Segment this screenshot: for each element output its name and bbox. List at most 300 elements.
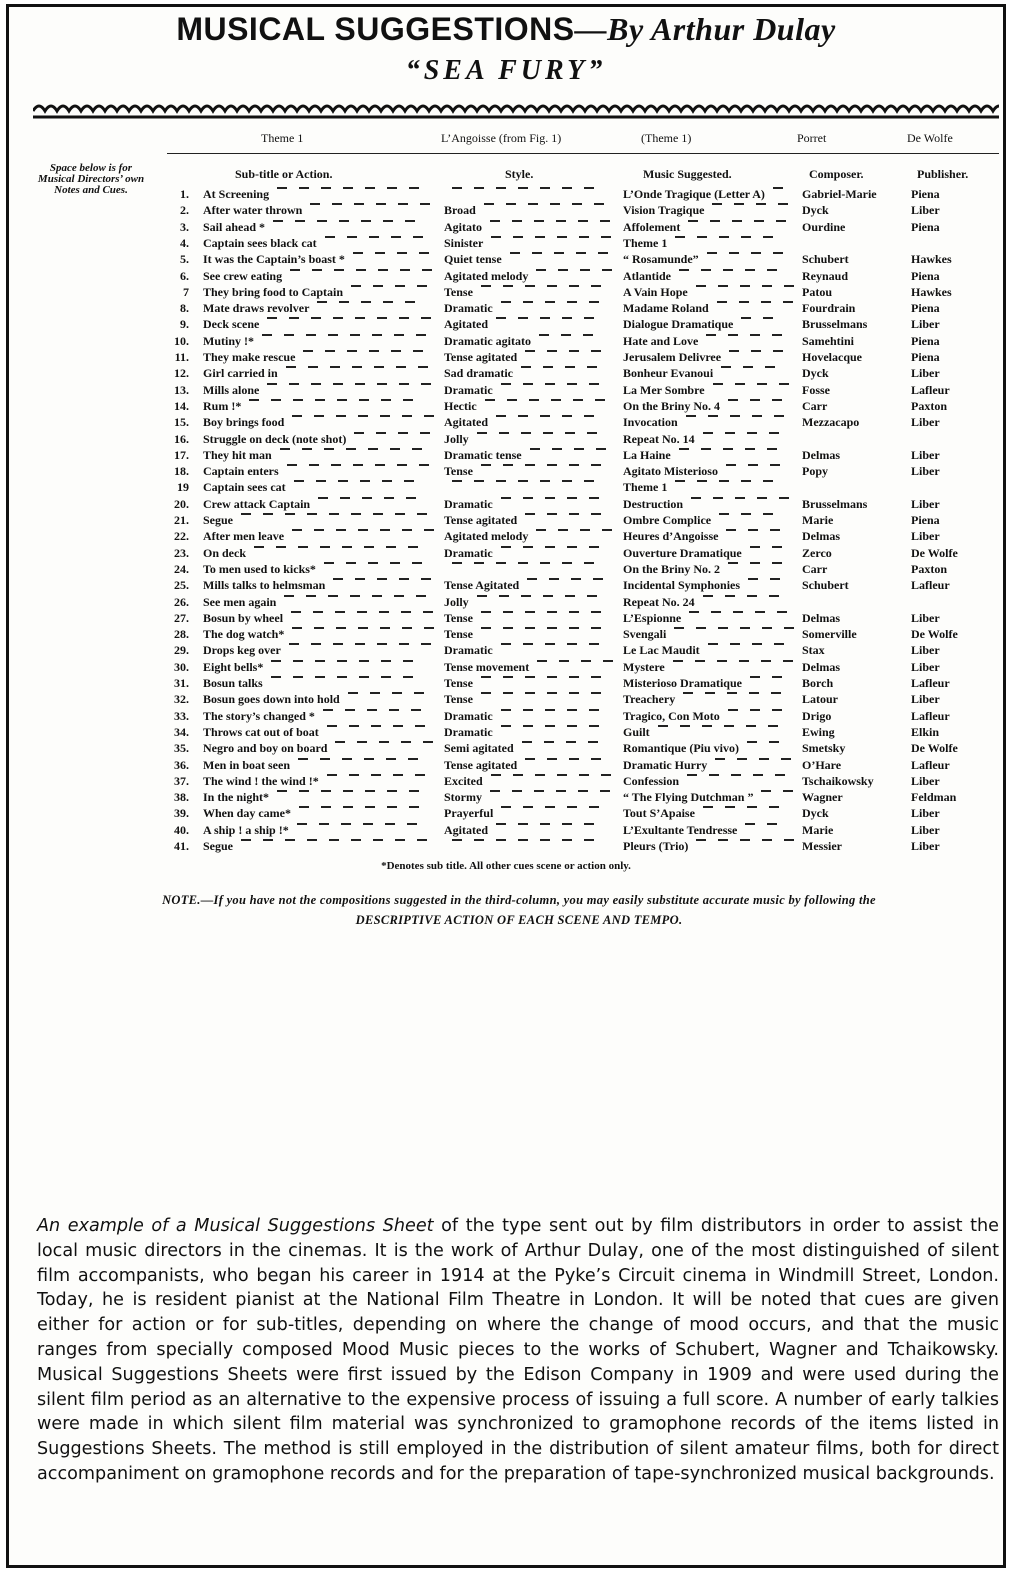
leader-dash [397,252,407,254]
table-row [9,383,1003,399]
cue-music: Destruction [623,496,683,511]
leader-dash [566,741,576,743]
leader-dash [697,480,707,482]
cue-subtitle: Captain sees cat [203,480,286,495]
table-row [9,660,1003,676]
cue-number: 6. [180,268,189,283]
leader-dash [452,839,462,841]
cue-music: Affolement [623,219,681,234]
leader-dash [418,366,428,368]
leader-dash [379,741,389,743]
cue-style: Stormy [444,790,482,805]
cue-number: 36. [174,757,189,772]
leader-dash [491,236,501,238]
cue-style: Tense agitated [444,757,518,772]
leader-dash [337,660,347,662]
leader-dash [584,839,594,841]
cue-subtitle: Bosun by wheel [203,610,284,625]
leader-dash [393,774,403,776]
cue-publisher: Paxton [911,398,947,413]
leader-dash [536,269,546,271]
leader-dash [679,269,689,271]
leader-dash [773,350,783,352]
table-row [9,497,1003,513]
leader-dash [292,415,302,417]
cue-subtitle: Struggle on deck (note shot) [203,431,347,446]
leader-dash [496,823,506,825]
leader-dash [732,220,742,222]
leader-dash [271,660,281,662]
cue-number: 39. [174,806,189,821]
leader-dash [569,513,579,515]
cue-style: Tense [444,627,473,642]
leader-dash [759,758,769,760]
leader-dash [518,187,528,189]
leader-dash [739,301,749,303]
leader-dash [565,595,575,597]
cue-music: Heures d’Angoisse [623,529,719,544]
leader-dash [769,741,779,743]
cue-style: Tense [444,676,473,690]
leader-dash [249,399,259,401]
leader-dash [323,709,333,711]
leader-dash [525,464,535,466]
cue-style: Prayerful [444,806,494,821]
leader-dash [423,741,433,743]
cue-subtitle: Captain sees black cat [203,235,317,250]
cue-music: Ombre Complice [623,513,712,527]
cue-publisher: Liber [911,659,940,674]
cue-composer: Marie [802,513,834,527]
cue-composer: Marie [802,822,834,837]
leader-dash [518,415,528,417]
leader-dash [562,480,572,482]
leader-dash [481,627,491,629]
leader-dash [740,627,750,629]
leader-dash [675,236,685,238]
table-row [9,676,1003,692]
cue-music: Madame Roland [623,301,709,316]
leader-dash [313,611,323,613]
leader-dash [354,203,364,205]
cue-publisher: Elkin [911,724,940,739]
leader-dash [600,220,610,222]
leader-dash [262,334,272,336]
header-subtitle: Sub-title or Action. [235,167,333,181]
leader-dash [501,806,511,808]
leader-dash [358,627,368,629]
cue-number: 8. [180,301,189,316]
film-title: “SEA FURY” [405,55,607,86]
leader-dash [501,497,511,499]
leader-dash [589,383,599,385]
leader-dash [518,562,528,564]
leader-dash [393,725,403,727]
leader-dash [496,839,506,841]
leader-dash [499,595,509,597]
leader-dash [408,546,418,548]
cue-style: Agitated melody [444,529,529,544]
leader-dash [333,383,343,385]
leader-dash [749,692,759,694]
cue-subtitle: Throws cat out of boat [203,724,319,739]
theme-line [9,131,1003,147]
leader-dash [584,823,594,825]
leader-dash [349,725,359,727]
table-row [9,595,1003,611]
cue-publisher: Paxton [911,561,947,576]
leader-dash [581,660,591,662]
leader-dash [591,285,601,287]
leader-dash [330,366,340,368]
leader-dash [325,350,335,352]
cue-publisher: Liber [911,610,940,625]
cue-style: Hectic [444,398,477,413]
leader-dash [741,236,751,238]
leader-dash [392,692,402,694]
cue-subtitle: After water thrown [203,203,303,218]
cue-composer: Samehtini [802,333,855,348]
leader-dash [589,709,599,711]
leader-dash [385,823,395,825]
cue-style: Tense [444,464,473,479]
leader-dash [365,187,375,189]
leader-dash [562,562,572,564]
leader-dash [383,220,393,222]
leader-dash [781,758,791,760]
leader-dash [481,464,491,466]
leader-dash [481,692,491,694]
leader-dash [343,187,353,189]
leader-dash [567,806,577,808]
leader-dash [298,546,308,548]
cue-number: 30. [174,659,189,674]
header-music: Music Suggested. [643,167,732,181]
leader-dash [311,643,321,645]
leader-dash [547,758,557,760]
leader-dash [569,627,579,629]
leader-dash [748,578,758,580]
cue-subtitle: The story’s changed * [203,708,315,723]
cue-composer: Ourdine [802,219,846,234]
leader-dash [589,301,599,303]
leader-dash [525,676,535,678]
leader-dash [409,790,419,792]
leader-dash [409,187,419,189]
leader-dash [286,366,296,368]
leader-dash [407,823,417,825]
leader-dash [715,758,725,760]
table-row [9,220,1003,236]
leader-dash [399,317,409,319]
leader-dash [556,220,566,222]
leader-dash [774,643,784,645]
leader-dash [719,236,729,238]
cue-subtitle: Rum !* [203,398,242,413]
leader-dash [518,839,528,841]
cue-subtitle: A ship ! a ship !* [203,822,289,837]
leader-dash [703,432,713,434]
leader-dash [752,415,762,417]
table-row [9,480,1003,496]
leader-dash [658,725,668,727]
leader-dash [550,203,560,205]
cue-style: Dramatic [444,708,493,723]
leader-dash [382,480,392,482]
cue-subtitle: See crew eating [203,268,283,283]
leader-dash [348,692,358,694]
leader-dash [343,790,353,792]
table-row [9,203,1003,219]
leader-dash [521,432,531,434]
cue-subtitle: Mills alone [203,382,260,397]
cue-number: 22. [174,529,189,544]
cue-composer: Tschaikowsky [802,773,874,788]
leader-dash [386,758,396,760]
cue-number: 41. [174,839,189,853]
leader-dash [776,220,786,222]
leader-dash [503,611,513,613]
cue-music: Tout S’Apaise [623,806,695,821]
leader-dash [754,220,764,222]
cue-composer: Ewing [802,724,835,739]
leader-dash [346,448,356,450]
leader-dash [525,692,535,694]
leader-dash [558,269,568,271]
leader-dash [589,546,599,548]
leader-dash [361,220,371,222]
leader-dash [376,432,386,434]
leader-dash [543,432,553,434]
cue-composer: Mezzacapo [802,415,860,430]
leader-dash [598,252,608,254]
cue-style: Dramatic [444,724,493,739]
leader-dash [402,415,412,417]
cue-style: Broad [444,203,476,218]
table-row [9,823,1003,839]
leader-dash [523,725,533,727]
leader-dash [591,627,601,629]
leader-dash [307,513,317,515]
leader-dash [729,350,739,352]
leader-dash [398,203,408,205]
leader-dash [333,643,343,645]
leader-dash [452,480,462,482]
leader-dash [329,839,339,841]
leader-dash [583,334,593,336]
leader-dash [523,709,533,711]
leader-dash [717,660,727,662]
table-row [9,627,1003,643]
leader-dash [383,301,393,303]
cue-composer: Popy [802,464,829,479]
cue-music: A Vain Hope [623,284,688,299]
leader-dash [337,676,347,678]
leader-dash [315,399,325,401]
leader-dash [540,562,550,564]
leader-dash [368,448,378,450]
leader-dash [324,448,334,450]
cue-publisher: Lafleur [911,708,950,723]
leader-dash [726,464,736,466]
leader-dash [584,480,594,482]
leader-dash [419,464,429,466]
leader-dash [377,317,387,319]
leader-dash [402,529,412,531]
cue-number: 2. [180,203,189,218]
leader-dash [750,676,760,678]
leader-dash [783,790,793,792]
leader-dash [401,741,411,743]
leader-dash [306,595,316,597]
table-row [9,334,1003,350]
leader-dash [381,660,391,662]
cue-music: La Haine [623,447,671,462]
leader-dash [267,383,277,385]
cue-music: Le Lac Maudit [623,643,700,658]
leader-dash [761,660,771,662]
leader-dash [719,480,729,482]
cue-style: Dramatic agitato [444,333,531,348]
leader-dash [347,236,357,238]
leader-dash [417,839,427,841]
cue-subtitle: Negro and boy on board [203,741,328,756]
leader-dash [342,758,352,760]
leader-dash [695,660,705,662]
cue-style: Dramatic [444,643,493,658]
cue-number: 38. [174,790,189,805]
leader-dash [285,839,295,841]
cue-number: 34. [174,724,189,739]
cue-subtitle: See men again [203,594,277,609]
cue-publisher: Liber [911,773,940,788]
cue-style: Tense movement [444,659,530,674]
leader-dash [343,806,353,808]
leader-dash [336,627,346,629]
leader-dash [723,448,733,450]
leader-dash [481,285,491,287]
leader-dash [540,480,550,482]
leader-dash [772,399,782,401]
cue-composer: Delmas [802,610,840,625]
leader-dash [569,758,579,760]
leader-dash [352,366,362,368]
cue-publisher: Piena [911,350,940,364]
leader-dash [403,399,413,401]
leader-dash [309,464,319,466]
leader-dash [356,269,366,271]
leader-dash [762,839,772,841]
leader-dash [755,611,765,613]
leader-dash [501,643,511,645]
leader-dash [696,627,706,629]
leader-dash [380,529,390,531]
leader-dash [741,317,751,319]
leader-dash [290,269,300,271]
leader-dash [545,725,555,727]
leader-dash [292,529,302,531]
cue-composer: Dyck [802,806,829,821]
leader-dash [532,252,542,254]
leader-dash [321,806,331,808]
leader-dash [397,464,407,466]
leader-dash [311,383,321,385]
leader-dash [416,595,426,597]
leader-dash [717,301,727,303]
leader-dash [569,464,579,466]
leader-dash [773,187,783,189]
leader-dash [398,432,408,434]
leader-dash [411,709,421,711]
leader-dash [683,692,693,694]
leader-dash [357,611,367,613]
cue-number: 1. [180,187,189,201]
leader-dash [474,187,484,189]
cue-publisher: Liber [911,643,940,658]
leader-dash [395,839,405,841]
leader-dash [387,806,397,808]
cue-composer: O’Hare [802,757,842,772]
leader-dash [739,660,749,662]
leader-dash [706,334,716,336]
header-publisher: Publisher. [917,167,969,181]
cue-composer: Brusselmans [802,496,868,511]
leader-dash [543,595,553,597]
leader-dash [709,774,719,776]
leader-dash [778,203,788,205]
leader-dash [481,611,491,613]
cue-music: Dialogue Dramatique [623,317,734,332]
leader-dash [719,513,729,515]
leader-dash [421,383,431,385]
table-row [9,432,1003,448]
leader-dash [769,432,779,434]
cue-subtitle: Men in boat seen [203,757,290,772]
leader-dash [371,725,381,727]
leader-dash [593,578,603,580]
leader-dash [545,383,555,385]
cue-publisher: Hawkes [911,284,952,299]
leader-dash [557,236,567,238]
cue-subtitle: At Screening [203,187,270,201]
cue-music: Tragico, Con Moto [623,708,720,723]
leader-dash [355,643,365,645]
cue-music: Vision Tragique [623,203,705,218]
leader-dash [320,546,330,548]
cue-music: L’Espionne [623,610,682,625]
leader-dash [415,774,425,776]
table-row [9,611,1003,627]
leader-dash [603,660,613,662]
leader-dash [549,578,559,580]
leader-dash [474,480,484,482]
leader-dash [387,790,397,792]
leader-dash [404,480,414,482]
leader-dash [420,203,430,205]
leader-dash [292,627,302,629]
cue-composer: Carr [802,398,828,413]
leader-dash [327,725,337,727]
leader-dash [412,448,422,450]
leader-dash [552,448,562,450]
cue-subtitle: Segue [203,513,233,527]
leader-dash [711,611,721,613]
theme-label: Theme 1 [261,131,304,145]
table-row [9,513,1003,529]
leader-dash [263,513,273,515]
leader-dash [319,823,329,825]
cue-style: Dramatic [444,301,493,316]
